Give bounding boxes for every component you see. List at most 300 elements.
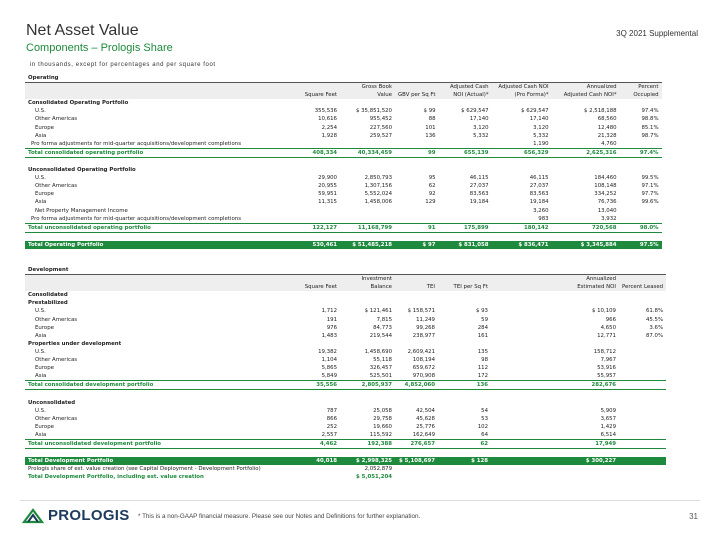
table-cell: 191 xyxy=(326,316,337,323)
table-cell: 175,899 xyxy=(439,223,492,232)
table-cell: Square Feet xyxy=(290,283,340,291)
table-cell: 5,849 xyxy=(321,373,337,380)
table-cell: 3.6% xyxy=(649,324,664,331)
table-cell: 91 xyxy=(395,223,439,232)
table-cell: Pro forma adjustments for mid-quarter acquisitions/development completions xyxy=(31,140,242,147)
table-cell: 97.4% xyxy=(641,108,659,115)
table-cell xyxy=(340,399,395,407)
table-cell: 13,040 xyxy=(597,207,617,214)
table-cell xyxy=(290,207,340,215)
prologis-logo xyxy=(22,507,130,524)
table-cell: Prestabilized xyxy=(28,300,68,307)
table-cell xyxy=(619,439,666,448)
table-cell xyxy=(438,299,491,307)
table-cell: $ 629,547 xyxy=(521,108,549,115)
table-cell xyxy=(439,99,492,107)
table-row xyxy=(25,332,666,340)
section-label: Operating xyxy=(25,74,662,83)
table-row xyxy=(25,190,662,198)
table-cell: 54 xyxy=(481,407,488,414)
table-cell: Europe xyxy=(35,124,54,131)
table-cell: $ 121,461 xyxy=(364,308,392,315)
table-cell xyxy=(439,207,492,215)
table-cell xyxy=(438,340,491,348)
table-cell xyxy=(340,449,395,458)
table-cell: $ 5,108,697 xyxy=(395,457,438,465)
table-cell xyxy=(551,449,619,458)
table-cell: 158,712 xyxy=(593,348,616,355)
table-cell xyxy=(619,381,666,390)
table-cell xyxy=(439,157,492,166)
table-cell: Adjusted Cash NOI* xyxy=(552,91,620,99)
table-cell xyxy=(620,232,662,241)
table-cell xyxy=(491,299,551,307)
table-cell: 25,776 xyxy=(416,423,435,430)
table-cell: Annualized xyxy=(552,83,620,92)
table-cell: 27,037 xyxy=(469,183,489,190)
table-cell xyxy=(620,166,662,174)
table-cell xyxy=(619,423,666,431)
footer-divider xyxy=(20,500,700,501)
table-cell: 108,148 xyxy=(594,183,617,190)
table-cell xyxy=(395,207,439,215)
table-row xyxy=(25,324,666,332)
table-cell: Total unconsolidated development portfolio xyxy=(25,439,290,448)
report-period: 3Q 2021 Supplemental xyxy=(616,29,698,38)
table-cell: Adjusted Cash NOI xyxy=(492,83,552,92)
table-cell: Total Development Portfolio, including est. value creation xyxy=(28,474,204,481)
table-cell xyxy=(395,299,438,307)
table-cell: 46,115 xyxy=(469,175,489,182)
spacer-row xyxy=(25,449,666,458)
table-cell: 162,649 xyxy=(412,431,435,438)
table-cell xyxy=(619,348,666,356)
table-cell xyxy=(438,473,491,481)
table-cell xyxy=(340,207,395,215)
table-cell: Balance xyxy=(340,283,395,291)
section-label-row xyxy=(25,266,666,275)
table-cell: 530,461 xyxy=(290,241,340,249)
table-cell xyxy=(290,399,340,407)
table-cell: Europe xyxy=(35,423,54,430)
table-cell: 99.5% xyxy=(641,175,659,182)
table-cell: 136 xyxy=(425,132,436,139)
table-cell: Other Americas xyxy=(35,116,78,123)
table-cell xyxy=(439,166,492,174)
table-cell xyxy=(395,140,439,149)
table-cell xyxy=(491,381,551,390)
table-cell: 655,139 xyxy=(439,148,492,157)
table-cell: $ 5,051,204 xyxy=(356,474,392,481)
table-cell: 97.1% xyxy=(641,183,659,190)
column-header-row xyxy=(25,91,662,99)
table-cell xyxy=(438,390,491,399)
table-cell: Percent xyxy=(620,83,662,92)
table-cell xyxy=(551,291,619,299)
table-cell: 12,771 xyxy=(597,332,616,339)
table-cell: 1,712 xyxy=(321,308,337,315)
table-cell xyxy=(552,157,620,166)
table-cell xyxy=(395,473,438,481)
table-cell: Unconsolidated Operating Portfolio xyxy=(28,167,136,174)
table-cell: 46,115 xyxy=(529,175,549,182)
table-cell: 3,120 xyxy=(533,124,549,131)
table-cell: 4,760 xyxy=(601,140,617,147)
table-cell: 184,460 xyxy=(594,175,617,182)
table-cell: $ 300,227 xyxy=(551,457,619,465)
table-cell xyxy=(619,356,666,364)
table-cell: 97.5% xyxy=(620,241,662,249)
table-cell xyxy=(491,415,551,423)
table-cell: TEI xyxy=(395,283,438,291)
table-cell: $ 51,485,218 xyxy=(340,241,395,249)
table-cell: 11,249 xyxy=(416,316,435,323)
table-cell: Other Americas xyxy=(35,415,78,422)
table-cell xyxy=(492,99,552,107)
table-cell: Europe xyxy=(35,324,54,331)
group-row xyxy=(25,299,666,307)
table-cell xyxy=(439,140,492,149)
spacer-row xyxy=(25,232,662,241)
grand-total-row xyxy=(25,457,666,465)
table-cell: TEI per Sq Ft xyxy=(438,283,491,291)
table-cell xyxy=(491,407,551,415)
subtotal-row xyxy=(25,148,662,157)
table-cell: 983 xyxy=(538,215,549,222)
table-cell: 4,852,060 xyxy=(395,381,438,390)
table-cell: Asia xyxy=(35,332,47,339)
table-cell: 659,672 xyxy=(412,365,435,372)
table-cell xyxy=(491,423,551,431)
table-cell xyxy=(619,431,666,440)
table-cell xyxy=(438,399,491,407)
table-cell: 97.7% xyxy=(641,191,659,198)
spacer-row xyxy=(25,390,666,399)
group-row xyxy=(25,340,666,348)
table-cell: 76,736 xyxy=(597,199,617,206)
table-cell: Properties under development xyxy=(28,340,122,347)
operating-table xyxy=(25,74,662,249)
table-cell: 866 xyxy=(326,415,337,422)
table-cell: 1,307,156 xyxy=(364,183,392,190)
table-cell: 3,120 xyxy=(473,124,489,131)
table-cell: 40,018 xyxy=(290,457,340,465)
table-cell: 4,650 xyxy=(600,324,616,331)
table-cell: Total Operating Portfolio xyxy=(25,241,290,249)
table-cell xyxy=(619,390,666,399)
table-cell xyxy=(552,232,620,241)
table-cell: 108,194 xyxy=(412,357,435,364)
table-cell: Consolidated xyxy=(28,292,68,299)
adjustment-row xyxy=(25,140,662,149)
table-cell: 19,184 xyxy=(469,199,489,206)
table-cell: Total Development Portfolio xyxy=(25,457,290,465)
table-cell: 1,458,690 xyxy=(364,348,392,355)
table-cell: 53,916 xyxy=(597,365,616,372)
table-cell xyxy=(395,390,438,399)
table-cell xyxy=(619,291,666,299)
table-cell: 97.4% xyxy=(620,148,662,157)
table-cell: 129 xyxy=(425,199,436,206)
table-cell: Other Americas xyxy=(35,183,78,190)
table-row xyxy=(25,364,666,372)
table-cell: Annualized xyxy=(551,275,619,284)
table-cell xyxy=(619,364,666,372)
table-cell: U.S. xyxy=(35,175,46,182)
table-cell: 976 xyxy=(326,324,337,331)
table-cell xyxy=(619,399,666,407)
table-cell xyxy=(439,215,492,224)
table-cell xyxy=(290,449,340,458)
table-cell xyxy=(620,207,662,215)
table-row xyxy=(25,307,666,315)
table-cell: 219,544 xyxy=(369,332,392,339)
table-cell: 7,815 xyxy=(376,316,392,323)
table-cell: 85.1% xyxy=(641,124,659,131)
table-cell: 955,452 xyxy=(369,116,392,123)
table-cell xyxy=(491,332,551,340)
table-cell xyxy=(395,99,439,107)
table-row xyxy=(25,316,666,324)
table-cell: 1,928 xyxy=(321,132,337,139)
table-cell: Gross Book xyxy=(340,83,395,92)
table-cell: 970,908 xyxy=(412,373,435,380)
table-cell: 84,773 xyxy=(373,324,392,331)
table-cell: 282,676 xyxy=(551,381,619,390)
table-cell xyxy=(290,140,340,149)
table-cell xyxy=(290,340,340,348)
table-cell xyxy=(491,372,551,381)
table-cell xyxy=(290,157,340,166)
table-row xyxy=(25,174,662,182)
table-cell xyxy=(491,457,551,465)
development-table xyxy=(25,266,666,481)
table-cell xyxy=(395,157,439,166)
table-row xyxy=(25,372,666,381)
table-cell xyxy=(25,449,290,458)
table-cell: 966 xyxy=(605,316,616,323)
table-cell: 29,758 xyxy=(373,415,392,422)
table-cell: Asia xyxy=(35,373,47,380)
table-cell xyxy=(491,316,551,324)
table-cell xyxy=(25,232,290,241)
column-header-row xyxy=(25,83,662,92)
table-cell: 2,625,316 xyxy=(552,148,620,157)
table-cell: 112 xyxy=(477,365,488,372)
table-cell: 27,037 xyxy=(529,183,549,190)
table-cell xyxy=(25,390,290,399)
table-cell: 720,568 xyxy=(552,223,620,232)
table-cell: 99 xyxy=(395,148,439,157)
table-cell: 98.8% xyxy=(641,116,659,123)
group-row xyxy=(25,291,666,299)
table-cell xyxy=(340,99,395,107)
table-cell xyxy=(290,299,340,307)
table-cell xyxy=(395,465,438,473)
table-cell: 83,563 xyxy=(529,191,549,198)
table-cell: 45.5% xyxy=(645,316,664,323)
table-row xyxy=(25,431,666,440)
table-cell: $ 35,851,520 xyxy=(355,108,392,115)
table-cell xyxy=(491,307,551,315)
table-cell xyxy=(395,291,438,299)
table-cell: 3,260 xyxy=(533,207,549,214)
table-cell xyxy=(438,291,491,299)
table-cell: Other Americas xyxy=(35,316,78,323)
grand-total-row xyxy=(25,241,662,249)
table-cell xyxy=(340,140,395,149)
table-cell: 161 xyxy=(477,332,488,339)
table-cell xyxy=(619,407,666,415)
table-cell: $ 836,471 xyxy=(492,241,552,249)
table-cell xyxy=(340,166,395,174)
table-cell: 284 xyxy=(477,324,488,331)
table-cell: 59 xyxy=(481,316,488,323)
table-cell: 20,955 xyxy=(318,183,337,190)
table-cell: Europe xyxy=(35,191,54,198)
table-cell: $ 128 xyxy=(438,457,491,465)
table-cell xyxy=(491,473,551,481)
table-cell: Asia xyxy=(35,431,47,438)
table-cell xyxy=(25,91,290,99)
footnote: * This is a non-GAAP financial measure. Please see our Notes and Definitions for further explanation. xyxy=(138,513,421,520)
table-cell: 11,168,799 xyxy=(340,223,395,232)
table-cell: 88 xyxy=(428,116,436,123)
table-cell: 326,457 xyxy=(369,365,392,372)
subtotal-row xyxy=(25,223,662,232)
table-cell: 25,058 xyxy=(373,407,392,414)
table-cell xyxy=(491,348,551,356)
table-cell xyxy=(619,449,666,458)
column-header-row xyxy=(25,275,666,284)
table-cell xyxy=(491,291,551,299)
table-cell: $ 3,345,884 xyxy=(552,241,620,249)
table-cell: 19,184 xyxy=(529,199,549,206)
table-cell: 2,609,421 xyxy=(407,348,435,355)
table-cell xyxy=(340,390,395,399)
table-cell: 180,142 xyxy=(492,223,552,232)
table-cell: 135 xyxy=(477,348,488,355)
subtotal-row xyxy=(25,381,666,390)
table-cell: 11,315 xyxy=(318,199,337,206)
table-cell: 227,560 xyxy=(369,124,392,131)
table-cell xyxy=(619,372,666,381)
table-cell: (Pro Forma)* xyxy=(492,91,552,99)
table-cell: 408,334 xyxy=(290,148,340,157)
table-cell xyxy=(340,299,395,307)
table-cell xyxy=(290,99,340,107)
table-row xyxy=(25,132,662,140)
page-subtitle: Components – Prologis Share xyxy=(26,42,173,54)
table-cell: 2,052,879 xyxy=(364,466,392,473)
table-cell xyxy=(395,215,439,224)
table-cell xyxy=(491,439,551,448)
table-cell xyxy=(492,232,552,241)
table-cell xyxy=(551,399,619,407)
table-cell: 99.6% xyxy=(641,199,659,206)
table-cell: $ 93 xyxy=(475,308,488,315)
table-cell: Europe xyxy=(35,365,54,372)
table-cell: 5,552,024 xyxy=(364,191,392,198)
table-cell xyxy=(290,390,340,399)
table-cell: 21,328 xyxy=(597,132,617,139)
table-cell: Total consolidated operating portfolio xyxy=(25,148,290,157)
table-cell xyxy=(620,140,662,149)
table-cell: Total unconsolidated operating portfolio xyxy=(25,223,290,232)
table-cell: 17,949 xyxy=(551,439,619,448)
table-cell xyxy=(552,99,620,107)
table-cell xyxy=(290,215,340,224)
table-cell: 656,329 xyxy=(492,148,552,157)
table-cell xyxy=(620,215,662,224)
table-row xyxy=(25,124,662,132)
table-cell: 238,977 xyxy=(412,332,435,339)
table-cell: 5,332 xyxy=(473,132,489,139)
table-cell xyxy=(491,431,551,440)
table-cell xyxy=(551,465,619,473)
table-cell xyxy=(619,415,666,423)
table-cell xyxy=(290,83,340,92)
table-cell: Prologis share of est. value creation (see Capital Deployment - Development Portfolio) xyxy=(28,466,261,473)
table-cell: 172 xyxy=(477,373,488,380)
table-cell: Adjusted Cash xyxy=(439,83,492,92)
subtotal-row xyxy=(25,439,666,448)
table-cell: 5,865 xyxy=(321,365,337,372)
table-cell: Percent Leased xyxy=(619,283,666,291)
table-cell: 29,900 xyxy=(318,175,337,182)
table-cell xyxy=(340,340,395,348)
table-cell: 2,850,793 xyxy=(364,175,392,182)
table-cell: 787 xyxy=(326,407,337,414)
table-cell xyxy=(25,275,290,284)
table-cell: 259,527 xyxy=(369,132,392,139)
table-cell xyxy=(491,390,551,399)
table-cell: 1,429 xyxy=(600,423,616,430)
table-cell: Unconsolidated xyxy=(28,399,76,406)
table-cell: Investment xyxy=(340,275,395,284)
table-cell: 3,932 xyxy=(601,215,617,222)
table-row xyxy=(25,407,666,415)
table-cell xyxy=(551,390,619,399)
table-cell: U.S. xyxy=(35,407,46,414)
table-cell xyxy=(491,283,551,291)
table-cell xyxy=(619,465,666,473)
table-cell: $ 10,109 xyxy=(591,308,616,315)
table-cell xyxy=(492,166,552,174)
table-cell: 3,657 xyxy=(600,415,616,422)
table-cell: 92 xyxy=(428,191,436,198)
table-cell: Square Feet xyxy=(290,91,340,99)
prologis-logo-icon xyxy=(22,508,44,524)
table-cell xyxy=(491,324,551,332)
table-cell: 83,563 xyxy=(469,191,489,198)
section-label-row xyxy=(25,74,662,83)
group-row xyxy=(25,166,662,174)
table-cell: 99,268 xyxy=(416,324,435,331)
table-cell xyxy=(438,449,491,458)
table-cell xyxy=(395,399,438,407)
table-cell xyxy=(620,99,662,107)
table-cell xyxy=(395,232,439,241)
table-cell xyxy=(619,299,666,307)
table-cell: 62 xyxy=(428,183,436,190)
table-cell xyxy=(340,291,395,299)
table-cell xyxy=(290,473,340,481)
table-row xyxy=(25,348,666,356)
table-cell: 10,616 xyxy=(318,116,337,123)
note-row xyxy=(25,465,666,473)
column-header-row xyxy=(25,283,666,291)
